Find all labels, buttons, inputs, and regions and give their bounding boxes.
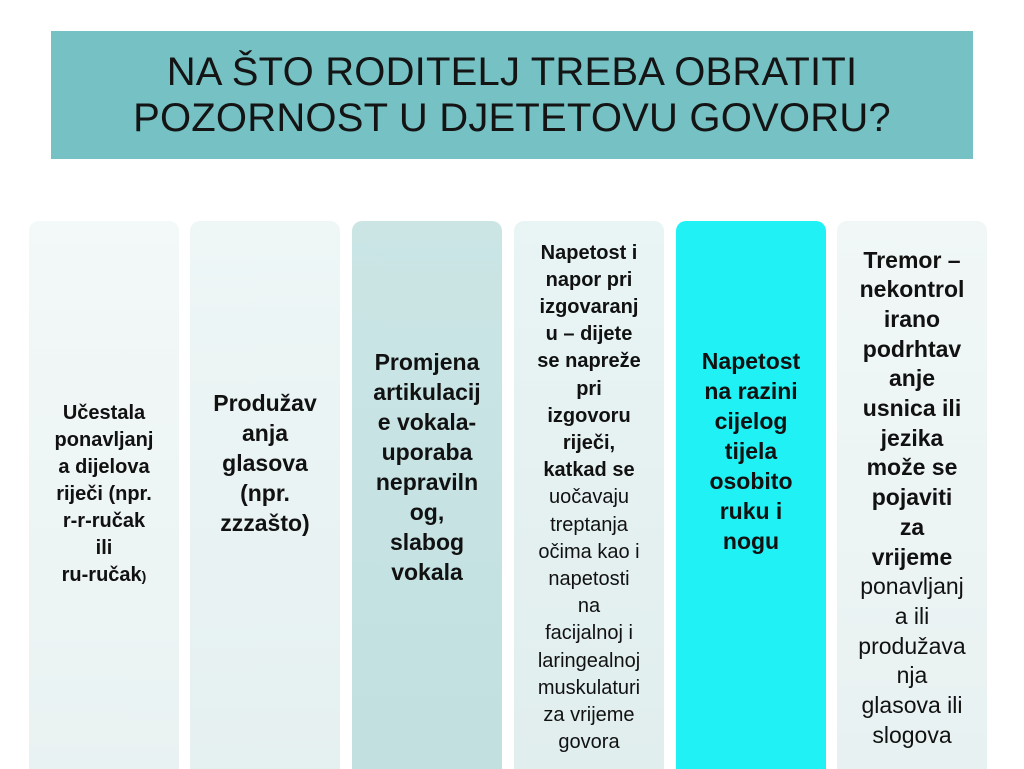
card-text-line: se napreže xyxy=(537,350,641,373)
card-text-line: nja xyxy=(896,662,928,689)
card-text-line: produžava xyxy=(858,632,966,659)
card-text-line: Promjena xyxy=(374,348,480,375)
card-text-line: uporaba xyxy=(381,438,473,465)
card-text-line: anje xyxy=(888,365,936,392)
card-text-line: Napetost i xyxy=(540,241,638,264)
card-text-line: na razini xyxy=(704,378,798,404)
card-text-line: facijalnoj i xyxy=(545,622,633,645)
card-text-line: ruku i xyxy=(719,498,783,524)
card-text-line: a dijelova xyxy=(58,456,150,478)
card-text-line: a ili xyxy=(894,602,930,629)
card-text-line: govora xyxy=(558,731,620,754)
card-text-line: ponavljanj xyxy=(860,573,964,600)
card-text-line: Produžav xyxy=(213,390,317,416)
card-vowel-articulation xyxy=(352,221,502,769)
card-text-line: r-r-ručak xyxy=(62,510,146,532)
card-text-line: ru-ručak xyxy=(61,564,142,586)
card-text-line: Napetost xyxy=(701,348,801,374)
card-text-line: nogu xyxy=(722,528,780,554)
card-tremor-text xyxy=(841,240,983,751)
card-text-line: riječi (npr. xyxy=(56,483,152,505)
title-line-2: POZORNOST U DJETETOVU GOVORU? xyxy=(133,96,891,140)
card-text-paren: ) xyxy=(141,568,147,584)
card-text-line: uočavaju xyxy=(548,486,630,509)
card-text-line: laringealnoj xyxy=(537,649,641,672)
card-text-line: izgovoru xyxy=(547,404,631,427)
card-text-line: glasova xyxy=(222,450,308,476)
card-prolongation xyxy=(190,221,340,769)
card-text-line: na xyxy=(577,595,601,618)
card-text-line: zzzašto) xyxy=(220,510,310,536)
card-text-line: riječi, xyxy=(562,431,616,454)
card-text-line: može se xyxy=(866,454,958,481)
card-text-line: cijelog xyxy=(714,408,788,434)
card-text-line: glasova ili xyxy=(861,692,963,719)
card-prolongation-text xyxy=(194,388,336,538)
card-text-line: napetosti xyxy=(548,568,630,590)
card-text-line: ponavljanj xyxy=(54,429,154,451)
card-vowel-articulation-text xyxy=(356,347,498,587)
card-speech-tension-text xyxy=(518,234,660,757)
card-text-line: og, xyxy=(409,498,445,525)
card-text-line: irano xyxy=(883,305,941,332)
card-speech-tension xyxy=(514,221,664,769)
card-tremor xyxy=(837,221,987,769)
card-text-line: izgovaranj xyxy=(539,295,639,318)
title-line-1: NA ŠTO RODITELJ TREBA OBRATITI xyxy=(166,50,858,94)
card-text-line: za xyxy=(899,513,925,540)
card-text-line: artikulacij xyxy=(373,378,481,405)
card-text-line: jezika xyxy=(880,424,944,451)
card-text-line: u – dijete xyxy=(545,323,633,346)
card-text-line: e vokala- xyxy=(377,408,477,435)
card-text-line: napor pri xyxy=(545,268,633,291)
card-text-line: nepraviln xyxy=(375,468,479,495)
card-text-line: ili xyxy=(95,537,113,559)
card-text-line: slabog xyxy=(389,528,465,555)
card-text-line: vokala xyxy=(391,558,463,585)
card-text-line: tijela xyxy=(724,438,778,464)
card-text-line: za vrijeme xyxy=(543,704,635,727)
card-text-line: Tremor – xyxy=(863,246,961,273)
card-text-line: Učestala xyxy=(62,402,146,424)
card-body-tension xyxy=(676,221,826,769)
card-text-line: usnica ili xyxy=(862,395,962,422)
card-text-line: podrhtav xyxy=(862,335,962,362)
card-repetition-text xyxy=(33,400,175,590)
card-text-line: pri xyxy=(576,377,602,400)
card-text-line: nekontrol xyxy=(859,276,965,303)
card-text-line: (npr. xyxy=(240,480,290,506)
card-body-tension-text xyxy=(680,346,822,556)
card-text-line: pojaviti xyxy=(871,484,953,511)
card-text-line: treptanja xyxy=(550,513,628,536)
card-text-line: slogova xyxy=(872,721,952,748)
card-text-line: muskulaturi xyxy=(537,676,641,699)
card-text-line: vrijeme xyxy=(871,543,953,570)
card-text-line: anja xyxy=(241,420,289,446)
card-text-line: osobito xyxy=(709,468,793,494)
card-text-line: katkad se xyxy=(543,459,635,482)
card-repetition xyxy=(29,221,179,769)
card-text-line: očima kao i xyxy=(538,540,640,563)
